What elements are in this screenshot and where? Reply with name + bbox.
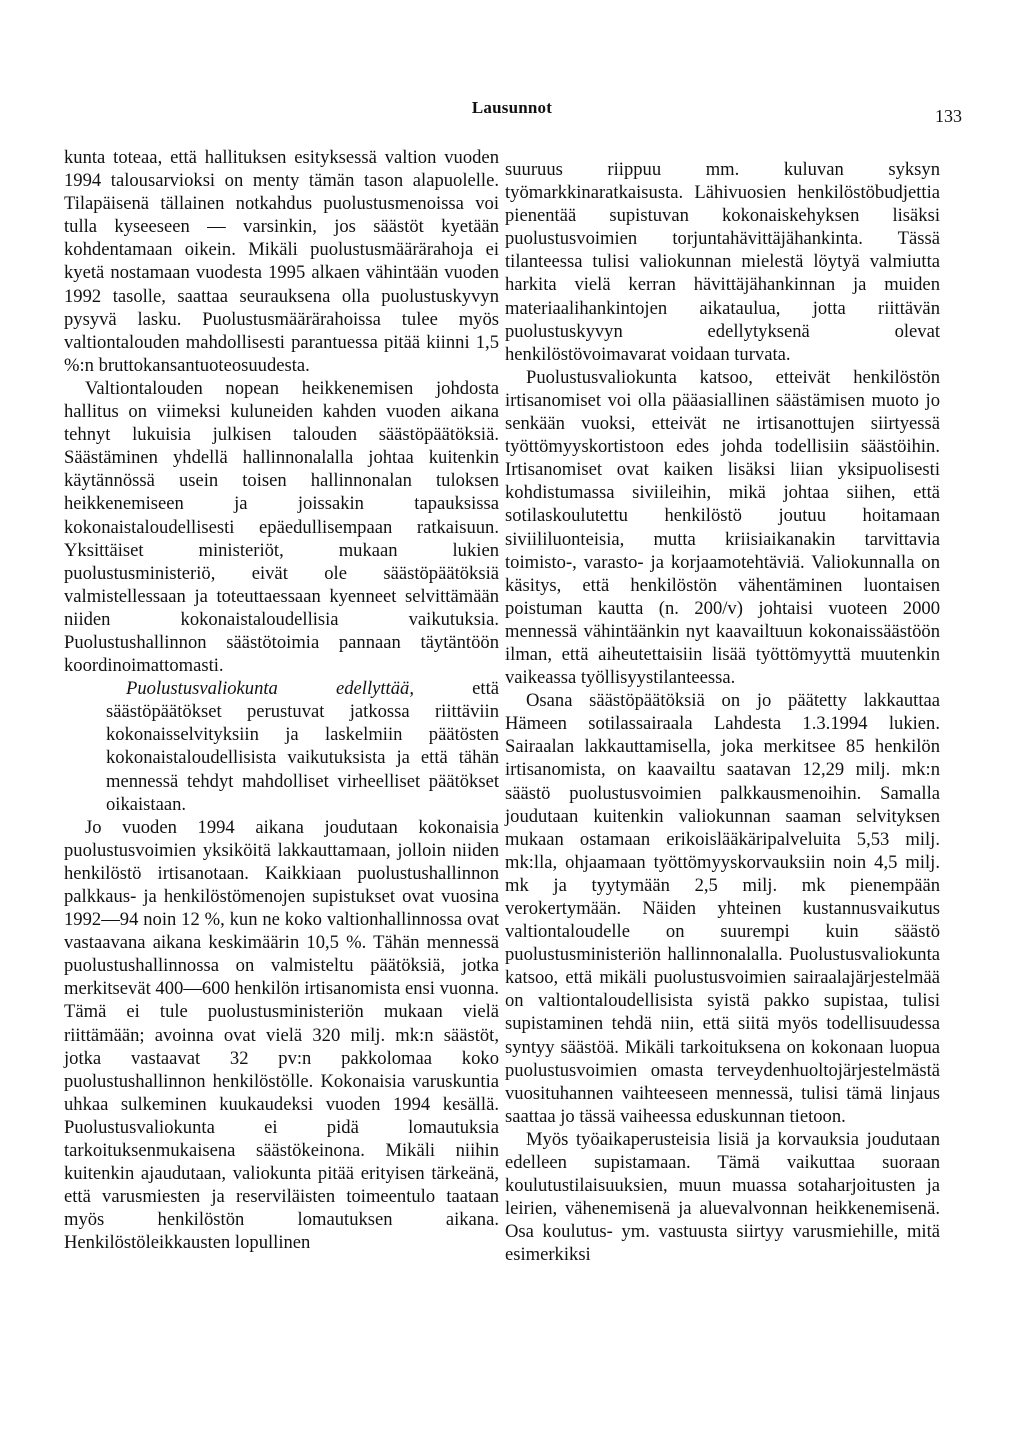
left-paragraph-1: kunta toteaa, että hallituksen esityksessä valtion vuoden 1994 talousarvioksi on menty tämän tason alapuolelle. Tilapäisenä tällainen notkahdus puolustusmenoissa voi tulla kyseeseen — varsinkin, jos säästöt kyetään kohdentamaan oikein. Mikäli puolustusmäärärahoja ei kyetä nostamaan vuodesta 1995 alkaen vähintään vuoden 1992 tasolle, saattaa seurauksena olla puolustuskyvyn pysyvä lasku. Puolustusmäärärahoissa tulee myös valtiontalouden mahdollisesti parantuessa pitää kiinni 1,5 %:n bruttokansantuoteosuudesta. <box>64 147 499 376</box>
left-paragraph-4: Jo vuoden 1994 aikana joudutaan kokonaisia puolustusvoimien yksiköitä lakkauttamaan, jolloin niiden henkilöstö irtisanotaan. Kaikkiaan puolustushallinnon palkkaus- ja henkilöstömenojen supistukset ovat vuosina 1992—94 noin 12 %, kun ne koko valtionhallinnossa ovat vastaavana aikana keskimäärin 10,5 %. Tähän mennessä puolustushallinnossa on valmisteltu päätöksiä, jotka merkitsevät 400—600 henkilön irtisanomista ensi vuonna. Tämä ei tule puolustusministeriön mukaan vielä riittämään; avoinna ovat vielä 320 milj. mk:n säästöt, jotka vastaavat 32 pv:n pakkolomaa koko puolustushallinnon henkilöstölle. Kokonaisia varuskuntia uhkaa sulkeminen kuukaudeksi vuoden 1994 kesällä. Puolustusvaliokunta ei pidä lomautuksia tarkoituksenmukaisena säästökeinona. Mikäli niihin kuitenkin ajaudutaan, valiokunta pitää erityisen tärkeänä, että varusmiesten ja reserviläisten toimeentulo taataan myös henkilöstön lomautuksen aikana. Henkilöstöleikkausten lopullinen <box>64 816 499 1254</box>
right-paragraph-4: Myös työaikaperusteisia lisiä ja korvauksia joudutaan edelleen supistamaan. Tämä vaikuttaa suoraan koulutustilaisuuksien, muun muassa sotaharjoitusten ja leirien, vähenemisenä ja aluevalvonnan heikkenemisenä. Osa koulutus- ym. vastuusta siirtyy varusmiehille, mitä esimerkiksi <box>505 1128 940 1266</box>
page-number: 133 <box>935 106 962 126</box>
running-head-title: Lausunnot <box>471 98 553 117</box>
right-paragraph-3: Osana säästöpäätöksiä on jo päätetty lakkauttaa Hämeen sotilassairaala Lahdesta 1.3.1994 lukien. Sairaalan lakkauttamisella, joka merkitsee 85 henkilön irtisanomista, on kaavailtu saatavan 12,29 milj. mk:n säästö puolustusvoimien palkkausmenoihin. Samalla joudutaan kuitenkin valiokunnan saaman selvityksen mukaan ostamaan erikoislääkäripalveluita 5,53 milj. mk:lla, ohjaamaan työttömyyskorvauksiin noin 4,5 milj. mk ja tyytymään 2,5 milj. mk pienempään verokertymään. Näiden yhteinen kustannusvaikutus valtiontaloudelle on suurempi kuin säästö puolustusministeriön hallinnonalalla. Puolustusvaliokunta katsoo, että mikäli puolustusvoimien sairaalajärjestelmää on valtiontaloudellisista syistä pakko supistaa, tulisi supistaminen tehdä niin, että siitä myös todellisuudessa syntyy säästöä. Mikäli tarkoituksena on kokonaan luopua puolustusvoimien omasta terveydenhuoltojärjestelmästä vuosituhannen vaihteeseen mennessä, tulisi tämä linjaus saattaa jo tässä vaiheessa eduskunnan tietoon. <box>505 690 940 1127</box>
right-column <box>505 158 940 1267</box>
italic-lead: Puolustusvaliokunta edellyttää, <box>126 678 414 700</box>
right-paragraph-2: Puolustusvaliokunta katsoo, etteivät henkilöstön irtisanomiset voi olla pääasiallinen säästämisen muoto jo senkään vuoksi, etteivät ne irtisanottujen siirtyessä työttömyyskortistoon edes johda todellisiin säästöihin. Irtisanomiset ovat kaiken lisäksi liian yksipuolisesti kohdistumassa siviileihin, mikä johtaa siihen, että sotilaskoulutettu henkilöstö joutuu hoitamaan siviililuonteisia, mutta kriisiaikanakin tarvittavia toimisto-, varasto- ja korjaamotehtäviä. Valiokunnalla on käsitys, että henkilöstön vähentäminen luontaisen poistuman kautta (n. 200/v) johtaisi vuoteen 2000 mennessä vähintäänkin nyt kaavailtuun kokonaissäästöön ilman, että aiheutettaisiin lisää työttömyyttä muutenkin vaikeassa työllisyystilanteessa. <box>505 366 940 689</box>
right-paragraph-1: suuruus riippuu mm. kuluvan syksyn työmarkkinaratkaisusta. Lähivuosien henkilöstöbudjettia pienentää supistuvan kokonaiskehyksen lisäksi puolustusvoimien torjuntahävittäjähankinta. Tässä tilanteessa tulisi valiokunnan mielestä löytyä valmiutta harkita vielä kerran hävittäjähankinnan ja muiden materiaalihankintojen aikataulua, jotta riittävän puolustuskyvyn edellytyksenä olevat henkilöstövoimavarat voidaan turvata. <box>505 159 940 365</box>
left-paragraph-3-rest: että säästöpäätökset perustuvat jatkossa riittäviin kokonaisselvityksiin ja laskelmiin päätösten kokonaistaloudellisista vaikutuksista ja että tähän mennessä tehdyt mahdolliset virheelliset päätökset oikaistaan. <box>106 678 499 815</box>
left-paragraph-3-indented <box>64 677 499 816</box>
left-paragraph-2: Valtiontalouden nopean heikkenemisen johdosta hallitus on viimeksi kuluneiden kahden vuoden aikana tehnyt lukuisia julkisen talouden säästöpäätöksiä. Säästäminen yhdellä hallinnonalalla johtaa kuitenkin käytännössä usein toisen hallinnonalan tuloksen heikkenemiseen ja joissakin tapauksissa kokonaistaloudellisesti epäedullisempaan ratkaisuun. Yksittäiset ministeriöt, mukaan lukien puolustusministeriö, eivät ole säästöpäätöksiä valmistellessaan ja toteuttaessaan kyenneet selvittämään niiden kokonaistaloudellisia vaikutuksia. Puolustushallinnon säästötoimia pannaan täytäntöön koordinoimattomasti. <box>64 377 499 677</box>
left-column <box>64 146 499 1255</box>
